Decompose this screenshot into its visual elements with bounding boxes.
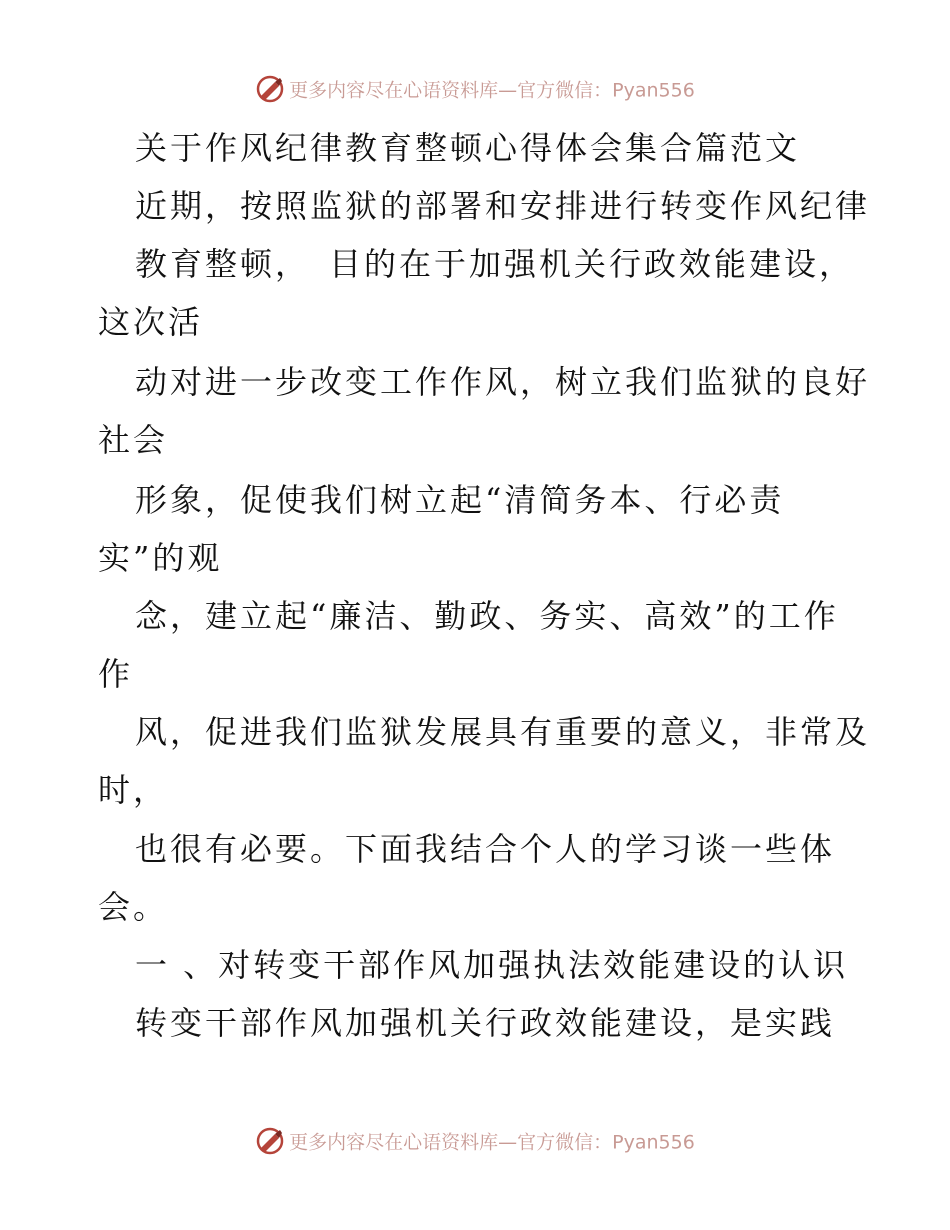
text-line: 近期，按照监狱的部署和安排进行转变作风纪律 (135, 187, 871, 225)
text-line: 形象，促使我们树立起“清简务本、行必责 (135, 481, 785, 519)
text-line: 动对进一步改变工作作风，树立我们监狱的良好 (135, 363, 871, 401)
text-line: 念，建立起“廉洁、勤政、务实、高效”的工作 (135, 597, 839, 635)
footer-watermark (0, 1126, 950, 1156)
text-line: 作 (98, 655, 134, 693)
text-line: 社会 (98, 421, 169, 459)
text-line: 时， (98, 771, 169, 809)
text-line: 也很有必要。下面我结合个人的学习谈一些体 (135, 830, 836, 868)
document-title: 关于作风纪律教育整顿心得体会集合篇范文 (135, 129, 801, 167)
pen-logo-icon (255, 1126, 285, 1156)
text-line: 这次活 (98, 303, 204, 341)
section-heading: 一 、对转变干部作风加强执法效能建设的认识 (135, 946, 849, 984)
text-line: 转变干部作风加强机关行政效能建设，是实践 (135, 1004, 836, 1042)
text-line: 教育整顿， 目的在于加强机关行政效能建设， (135, 245, 855, 283)
text-line: 会。 (98, 888, 169, 926)
header-watermark-text: 更多内容尽在心语资料库—官方微信：Pyan556 (289, 79, 695, 102)
text-line: 风，促进我们监狱发展具有重要的意义，非常及 (135, 713, 871, 751)
text-line: 实”的观 (98, 539, 223, 577)
footer-watermark-text: 更多内容尽在心语资料库—官方微信：Pyan556 (289, 1131, 695, 1154)
